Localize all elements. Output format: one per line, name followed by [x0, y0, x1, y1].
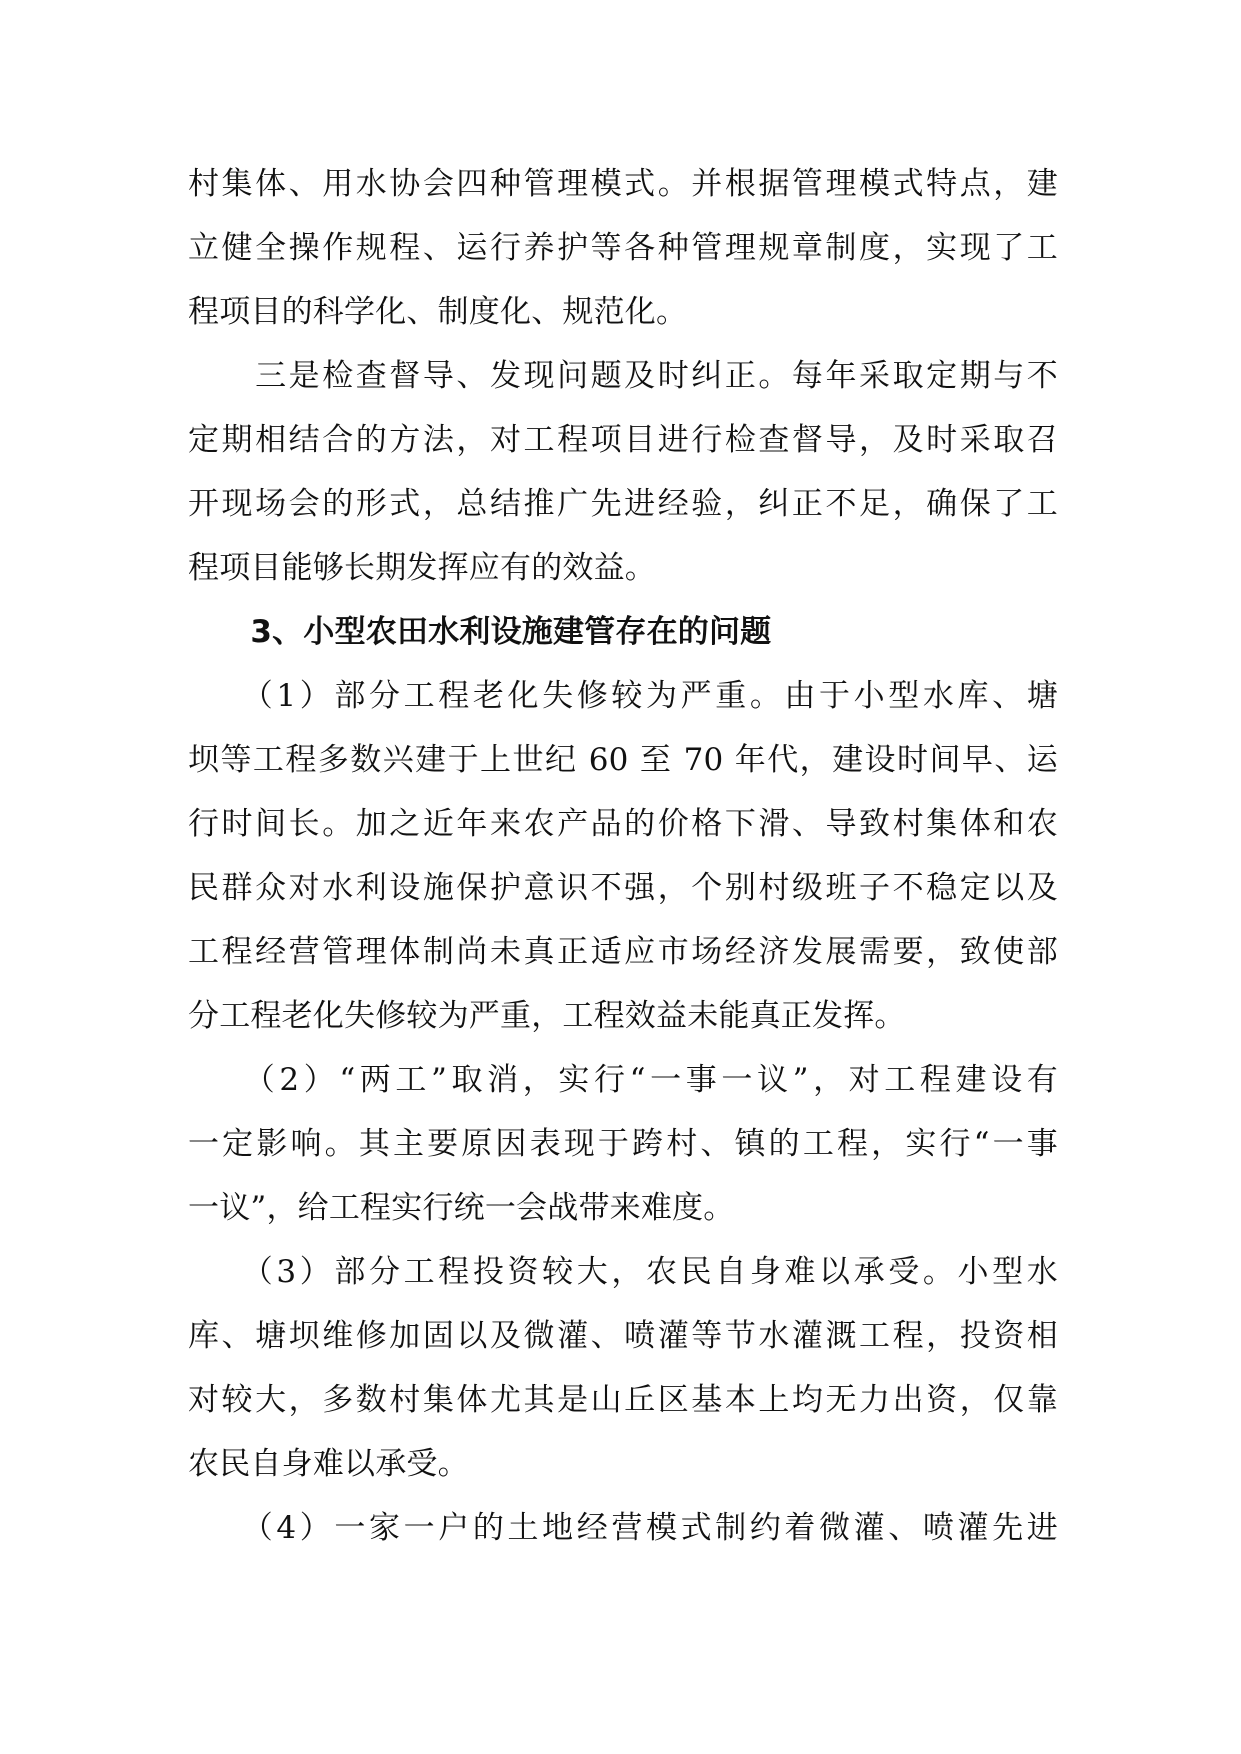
text-line: 分工程老化失修较为严重，工程效益未能真正发挥。 — [188, 998, 906, 1034]
document-body — [188, 152, 1058, 1560]
text-line: （2）“两工”取消，实行“一事一议”，对工程建设有 — [188, 1062, 1058, 1098]
paragraph-inspection-supervision — [188, 344, 1058, 600]
text-line: 定期相结合的方法，对工程项目进行检查督导，及时采取召 — [188, 422, 1058, 458]
text-line: 一定影响。其主要原因表现于跨村、镇的工程，实行“一事 — [188, 1126, 1058, 1162]
text-line: 村集体、用水协会四种管理模式。并根据管理模式特点，建 — [188, 166, 1058, 202]
text-line: 开现场会的形式，总结推广先进经验，纠正不足，确保了工 — [188, 486, 1058, 522]
paragraph-two-labor-cancellation — [188, 1048, 1058, 1240]
text-line: 库、塘坝维修加固以及微灌、喷灌等节水灌溉工程，投资相 — [188, 1318, 1058, 1354]
text-line: 程项目的科学化、制度化、规范化。 — [188, 294, 688, 330]
section-heading-text: 3、小型农田水利设施建管存在的问题 — [188, 614, 772, 650]
text-line: 三是检查督导、发现问题及时纠正。每年采取定期与不 — [188, 358, 1058, 394]
text-line: （1）部分工程老化失修较为严重。由于小型水库、塘 — [188, 678, 1058, 714]
text-line: （4）一家一户的土地经营模式制约着微灌、喷灌先进 — [188, 1510, 1058, 1546]
text-line: 工程经营管理体制尚未真正适应市场经济发展需要，致使部 — [188, 934, 1058, 970]
text-line: 一议”，给工程实行统一会战带来难度。 — [188, 1190, 735, 1226]
text-line: 农民自身难以承受。 — [188, 1446, 469, 1482]
text-line: （3）部分工程投资较大，农民自身难以承受。小型水 — [188, 1254, 1058, 1290]
paragraph-land-management-mode — [188, 1496, 1058, 1560]
text-line: 民群众对水利设施保护意识不强，个别村级班子不稳定以及 — [188, 870, 1058, 906]
paragraph-aging-disrepair — [188, 664, 1058, 1048]
text-line: 程项目能够长期发挥应有的效益。 — [188, 550, 656, 586]
text-line: 对较大，多数村集体尤其是山丘区基本上均无力出资，仅靠 — [188, 1382, 1058, 1418]
text-line: 立健全操作规程、运行养护等各种管理规章制度，实现了工 — [188, 230, 1058, 266]
text-line: 坝等工程多数兴建于上世纪 60 至 70 年代，建设时间早、运 — [188, 742, 1058, 778]
paragraph-large-investment — [188, 1240, 1058, 1496]
paragraph-management-modes — [188, 152, 1058, 344]
section-heading — [188, 600, 1058, 664]
text-line: 行时间长。加之近年来农产品的价格下滑、导致村集体和农 — [188, 806, 1058, 842]
